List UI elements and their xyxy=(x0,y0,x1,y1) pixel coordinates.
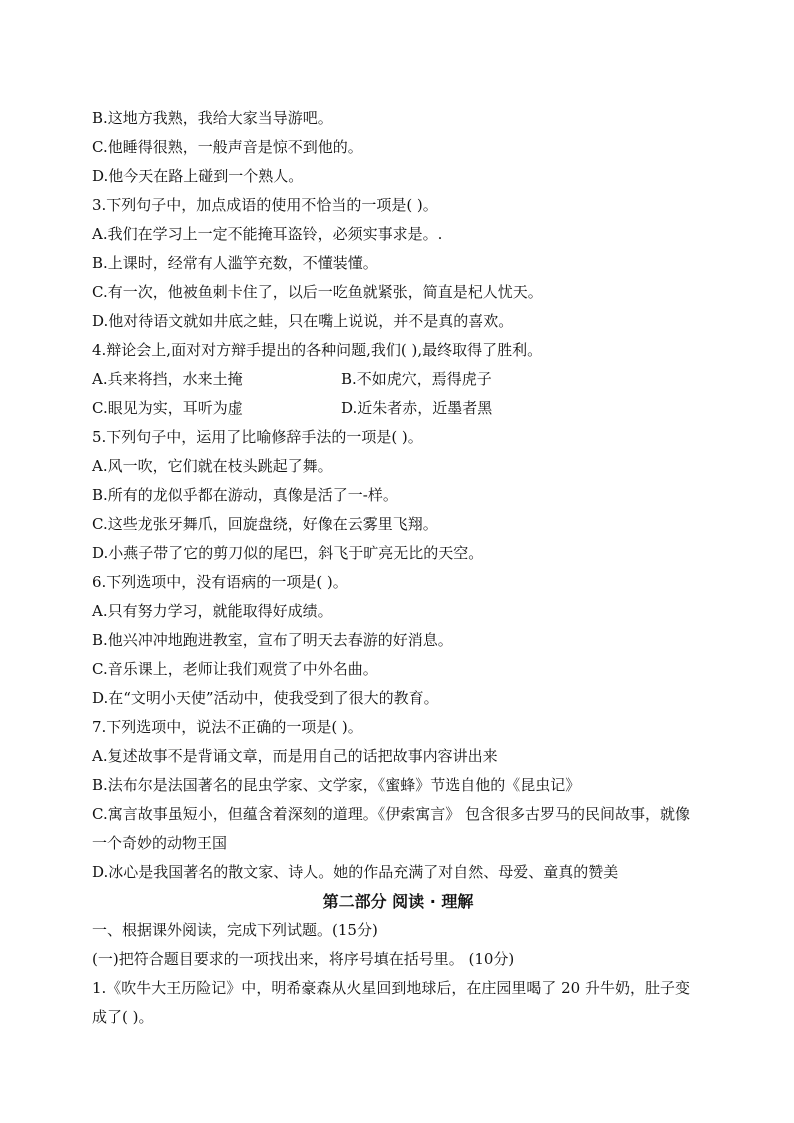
q6-option-b: B.他兴冲冲地跑进教室，宣布了明天去春游的好消息。 xyxy=(92,631,453,649)
q7-option-d: D.冰心是我国著名的散文家、诗人。她的作品充满了对自然、母爱、童真的赞美 xyxy=(92,863,619,881)
q5-option-d: D.小燕子带了它的剪刀似的尾巴，斜飞于旷亮无比的天空。 xyxy=(92,544,484,562)
q5-option-c: C.这些龙张牙舞爪，回旋盘绕，好像在云雾里飞翔。 xyxy=(92,515,438,533)
q6-option-a: A.只有努力学习，就能取得好成绩。 xyxy=(92,602,333,620)
q4-option-d: D.近朱者赤，近墨者黑 xyxy=(341,399,493,417)
q7-option-b: B.法布尔是法国著名的昆虫学家、文学家，《蜜蜂》节选自他的《昆虫记》 xyxy=(92,776,581,794)
part2-title: 第二部分 阅读 · 理解 xyxy=(322,892,474,911)
part2-section1-heading: 一、根据课外阅读，完成下列试题。(15分) xyxy=(92,921,378,939)
q4-stem: 4.辩论会上,面对对方辩手提出的各种问题,我们( ),最终取得了胜利。 xyxy=(92,341,543,359)
q3-option-a: A.我们在学习上一定不能掩耳盗铃，必须实事求是。. xyxy=(92,225,443,243)
q7-stem: 7.下列选项中，说法不正确的一项是( )。 xyxy=(92,718,363,736)
q7-option-c: C.寓言故事虽短小，但蕴含着深刻的道理。《伊索寓言》 包含很多古罗马的民间故事，就像一个奇妙的动物王国 xyxy=(92,805,690,852)
q4-options-row-1 xyxy=(92,365,712,394)
q2-option-d: D.他今天在路上碰到一个熟人。 xyxy=(92,167,304,185)
q2-option-b: B.这地方我熟，我给大家当导游吧。 xyxy=(92,109,333,127)
q6-option-c: C.音乐课上，老师让我们观赏了中外名曲。 xyxy=(92,660,378,678)
q5-option-b: B.所有的龙似乎都在游动，真像是活了一-样。 xyxy=(92,486,398,504)
q6-stem: 6.下列选项中，没有语病的一项是( )。 xyxy=(92,573,348,591)
q6-option-d: D.在“文明小天使”活动中，使我受到了很大的教育。 xyxy=(92,689,439,707)
q3-option-c: C.有一次，他被鱼刺卡住了，以后一吃鱼就紧张，简直是杞人忧天。 xyxy=(92,283,543,301)
q3-stem: 3.下列句子中，加点成语的使用不恰当的一项是( )。 xyxy=(92,196,438,214)
q2-option-c: C.他睡得很熟，一般声音是惊不到他的。 xyxy=(92,138,363,156)
part2-q1-stem: 1.《吹牛大王历险记》中，明希豪森从火星回到地球后，在庄园里喝了 20 升牛奶，肚子变成了( )。 xyxy=(92,979,690,1026)
q7-option-a: A.复述故事不是背诵文章，而是用自己的话把故事内容讲出来 xyxy=(92,747,498,765)
q5-option-a: A.风一吹，它们就在枝头跳起了舞。 xyxy=(92,457,333,475)
part2-subsection1-heading: (一)把符合题目要求的一项找出来，将序号填在括号里。 (10分) xyxy=(92,950,515,968)
q4-options-row-2 xyxy=(92,394,712,423)
q3-option-d: D.他对待语文就如井底之蛙，只在嘴上说说，并不是真的喜欢。 xyxy=(92,312,514,330)
q4-option-c: C.眼见为实，耳听为虚 xyxy=(92,399,243,417)
q4-option-b: B.不如虎穴，焉得虎子 xyxy=(341,370,492,388)
q3-option-b: B.上课时，经常有人滥竽充数，不懂装懂。 xyxy=(92,254,378,272)
exam-page xyxy=(92,104,712,1032)
q4-option-a: A.兵来将挡，水来土掩 xyxy=(92,370,243,388)
q5-stem: 5.下列句子中，运用了比喻修辞手法的一项是( )。 xyxy=(92,428,423,446)
